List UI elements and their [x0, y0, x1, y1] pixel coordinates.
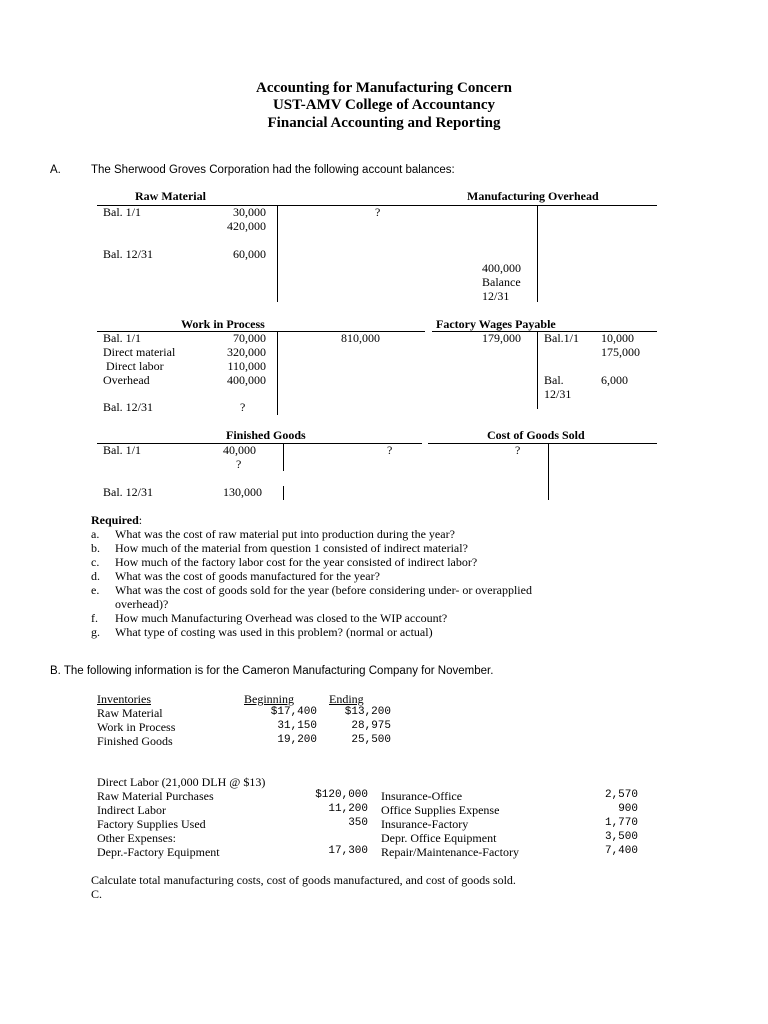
required-item-letter: a. [91, 527, 100, 541]
finished-goods-bal2-label: Bal. 12/31 [103, 485, 153, 499]
raw-material-purchases: 420,000 [227, 219, 266, 233]
required-item-text: How much of the factory labor cost for the year consisted of indirect labor? [115, 555, 478, 569]
raw-material-bal1-value: 30,000 [233, 205, 266, 219]
section-a-intro: The Sherwood Groves Corporation had the following account balances: [91, 164, 455, 176]
wages-bal2-label: Bal. [544, 373, 564, 387]
required-item-letter: f. [91, 611, 98, 625]
wip-row-value: 70,000 [233, 331, 266, 345]
raw-material-title: Raw Material [135, 189, 206, 203]
finished-goods-hline [97, 443, 422, 444]
cost-item-label: Depr.-Factory Equipment [97, 845, 220, 859]
inventory-row-begin: 31,150 [277, 720, 317, 732]
inventory-row-begin: $17,400 [270, 706, 317, 718]
wages-vline [537, 331, 538, 409]
wip-row-value: 320,000 [227, 345, 266, 359]
finished-goods-credit: ? [387, 443, 393, 457]
wip-row-value: 400,000 [227, 373, 266, 387]
overhead-credit-label-date: 12/31 [482, 289, 510, 303]
cost-item-label: Insurance-Factory [381, 817, 469, 831]
cost-item-label: Office Supplies Expense [381, 803, 500, 817]
cogs-vline [548, 443, 549, 500]
cost-item-label: Other Expenses: [97, 831, 176, 845]
inventory-row-label: Finished Goods [97, 734, 173, 748]
finished-goods-vline-lower [283, 486, 284, 500]
finished-goods-title: Finished Goods [226, 428, 306, 442]
finished-goods-bal1-label: Bal. 1/1 [103, 443, 141, 457]
overhead-title: Manufacturing Overhead [467, 189, 599, 203]
section-c-letter: C. [91, 887, 103, 901]
cost-item-label: Insurance-Office [381, 789, 463, 803]
section-a-letter: A. [50, 164, 61, 176]
wages-bal2-value: 6,000 [601, 373, 628, 387]
inventory-row-label: Raw Material [97, 706, 163, 720]
inventories-col-label: Inventories [97, 692, 151, 706]
overhead-vline [537, 205, 538, 302]
wages-bal1-label: Bal.1/1 [544, 331, 579, 345]
cost-item-value: 900 [618, 803, 638, 815]
doc-title: Accounting for Manufacturing Concern [256, 80, 512, 96]
raw-material-hline [97, 205, 462, 206]
cost-item-value: 2,570 [604, 789, 638, 801]
inventory-row-end: 28,975 [351, 720, 391, 732]
finished-goods-bal2-value: 130,000 [223, 485, 262, 499]
raw-material-credit: ? [375, 205, 381, 219]
overhead-credit-label-balance: Balance [482, 275, 521, 289]
finished-goods-bal1-value: 40,000 [223, 443, 256, 457]
finished-goods-added: ? [236, 457, 242, 471]
required-item-text: How much of the material from question 1 consisted of indirect material? [115, 541, 468, 555]
required-item-text: overhead)? [115, 597, 169, 611]
wip-title: Work in Process [181, 317, 265, 331]
required-item-letter: b. [91, 541, 100, 555]
raw-material-bal1-label: Bal. 1/1 [103, 205, 141, 219]
required-item-letter: g. [91, 625, 100, 639]
raw-material-bal2-label: Bal. 12/31 [103, 247, 153, 261]
inventory-row-label: Work in Process [97, 720, 176, 734]
overhead-credit-value: 400,000 [482, 261, 521, 275]
wages-bal1-value: 10,000 [601, 331, 634, 345]
raw-material-vline [277, 205, 278, 302]
cost-item-value: 1,770 [604, 817, 638, 829]
required-item-letter: c. [91, 555, 100, 569]
cost-item-value: 17,300 [328, 845, 368, 857]
overhead-hline [422, 205, 657, 206]
cost-item-value: 350 [348, 817, 368, 829]
section-b-instruction: Calculate total manufacturing costs, cost of goods manufactured, and cost of goods sold. [91, 873, 516, 887]
wages-title: Factory Wages Payable [436, 317, 556, 331]
wip-row-label: Overhead [103, 373, 150, 387]
wages-debit: 179,000 [482, 331, 521, 345]
required-item-text: What was the cost of raw material put into production during the year? [115, 527, 455, 541]
cogs-hline [428, 443, 657, 444]
wip-row-label: Direct labor [103, 359, 164, 373]
cost-item-label: Indirect Labor [97, 803, 166, 817]
wip-credit: 810,000 [341, 331, 380, 345]
cost-item-label: Repair/Maintenance-Factory [381, 845, 519, 859]
wip-bal2-value: ? [240, 400, 246, 414]
cost-item-value: 7,400 [604, 845, 638, 857]
wip-row-label: Direct material [103, 345, 176, 359]
wages-bal2-date: 12/31 [544, 387, 572, 401]
wip-row-label: Bal. 1/1 [103, 331, 141, 345]
cost-item-value: 11,200 [328, 803, 368, 815]
section-b-intro: B. The following information is for the Cameron Manufacturing Company for November. [50, 665, 494, 677]
wip-vline [277, 331, 278, 415]
cogs-debit: ? [515, 443, 521, 457]
raw-material-bal2-value: 60,000 [233, 247, 266, 261]
inventory-row-end: 25,500 [351, 734, 391, 746]
doc-subtitle-course: Financial Accounting and Reporting [267, 115, 501, 131]
required-item-letter: d. [91, 569, 100, 583]
inventory-row-end: $13,200 [344, 706, 391, 718]
wages-credit: 175,000 [601, 345, 640, 359]
cost-item-value: $120,000 [315, 789, 368, 801]
cost-item-label: Raw Material Purchases [97, 789, 214, 803]
required-item-text: What was the cost of goods manufactured for the year? [115, 569, 380, 583]
wip-row-value: 110,000 [227, 359, 266, 373]
finished-goods-vline [283, 443, 284, 471]
required-item-text: What was the cost of goods sold for the year (before considering under- or overapplied [115, 583, 532, 597]
required-label: Required [91, 513, 139, 527]
cost-item-value: 3,500 [604, 831, 638, 843]
cogs-title: Cost of Goods Sold [487, 428, 585, 442]
cost-item-label: Factory Supplies Used [97, 817, 206, 831]
required-colon: : [138, 513, 143, 527]
required-item-text: What type of costing was used in this problem? (normal or actual) [115, 625, 433, 639]
cost-item-label: Depr. Office Equipment [381, 831, 497, 845]
inventories-col-end: Ending [329, 692, 364, 706]
required-heading [91, 513, 142, 528]
inventories-col-begin: Beginning [244, 692, 294, 706]
doc-subtitle-school: UST-AMV College of Accountancy [272, 97, 496, 113]
required-item-letter: e. [91, 583, 100, 597]
cost-item-label: Direct Labor (21,000 DLH @ $13) [97, 775, 266, 789]
inventory-row-begin: 19,200 [277, 734, 317, 746]
required-item-text: How much Manufacturing Overhead was closed to the WIP account? [115, 611, 448, 625]
wip-bal2-label: Bal. 12/31 [103, 400, 153, 414]
